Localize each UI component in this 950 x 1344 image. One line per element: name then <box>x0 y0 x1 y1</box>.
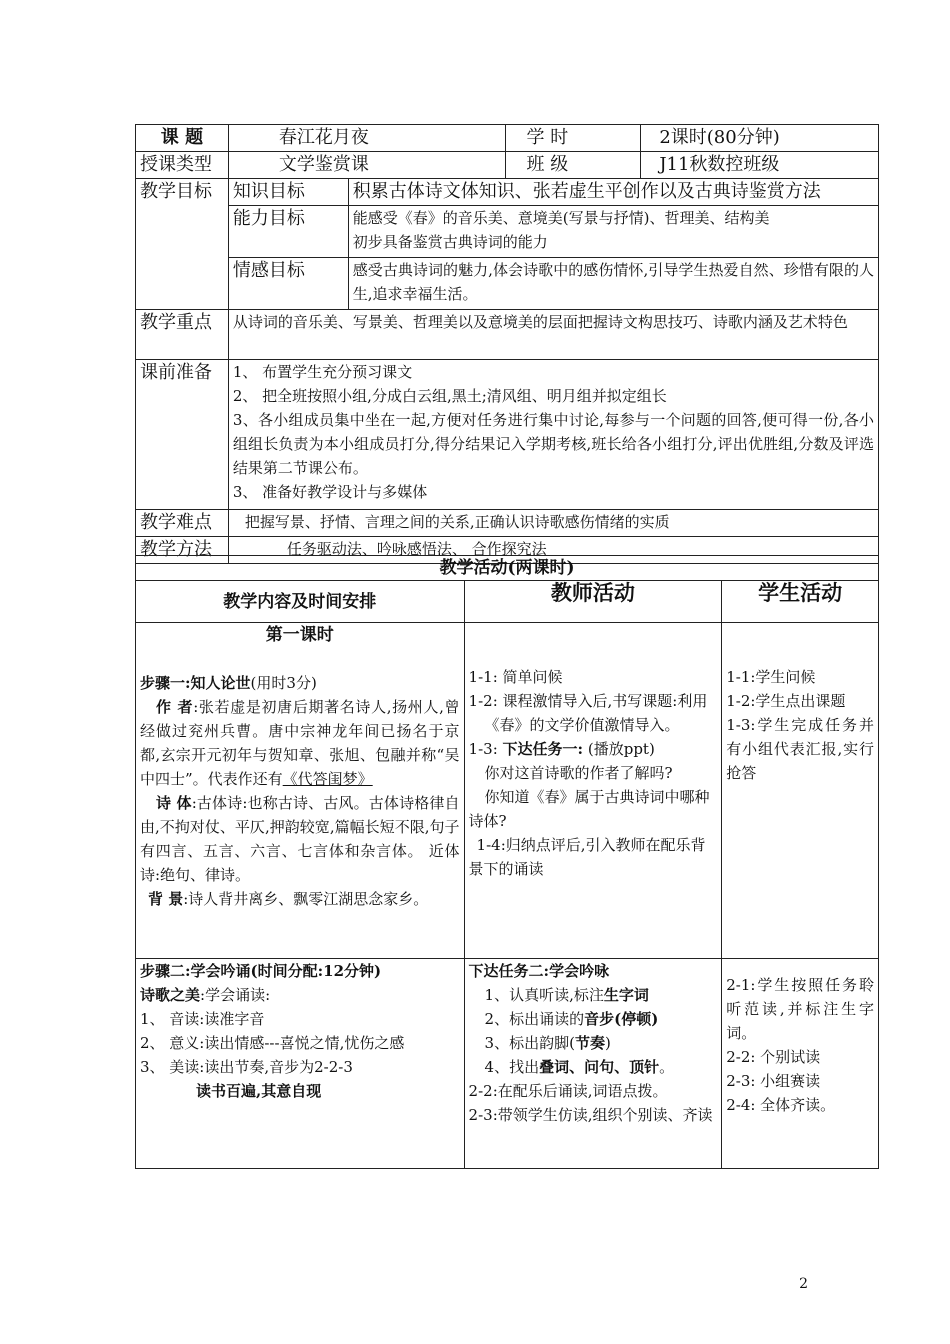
col-student-header: 学生活动 <box>722 581 879 623</box>
row1-student: 1-1:学生问候 1-2:学生点出课题 1-3:学生完成任务并有小组代表汇报,实行抢答 <box>722 623 879 959</box>
col-content-header: 教学内容及时间安排 <box>136 581 465 623</box>
difficulty-value: 把握写景、抒情、言理之间的关系,正确认识诗歌感伤情绪的实质 <box>228 510 878 537</box>
prep-value: 1、 布置学生充分预习课文 2、 把全班按照小组,分成白云组,黑土;清风组、明月组并拟定组长 3、各小组成员集中坐在一起,方便对任务进行集中讨论,每参与一个问题的回答,便可得一份,各小组组长负责为本小组成员打分,得分结果记入学期考核,班长给各小组打分,评出优胜组,分数及评选结果第二节课公布。 3、 准备好教学设计与多媒体 <box>228 360 878 510</box>
activity-title: 教学活动(两课时) <box>136 556 879 581</box>
emotion-goal-label: 情感目标 <box>228 258 348 310</box>
topic-label: 课 题 <box>136 125 229 152</box>
row2-content: 步骤二:学会吟诵(时间分配:12分钟) 诗歌之美:学会诵读: 1、 音读:读准字音 2、 意义:读出情感---喜悦之情,忧伤之感 3、 美读:读出节奏,音步为2-2-3 读书百遍,其意自现 <box>136 959 465 1169</box>
ability-goal-value: 能感受《春》的音乐美、意境美(写景与抒情)、哲理美、结构美 初步具备鉴赏古典诗词的能力 <box>348 206 878 258</box>
class-value: J11秋数控班级 <box>641 152 879 179</box>
row1-content: 第一课时 步骤一:知人论世(用时3分) 作 者:张若虚是初唐后期著名诗人,扬州人,曾经做过兖州兵曹。唐中宗神龙年间已扬名于京都,玄宗开元初年与贺知章、张旭、包融并称“吴中四士”。代表作还有《代答闺梦》 诗 体:古体诗:也称古诗、古风。古体诗格律自由,不拘对仗、平仄,押韵较宽,篇幅长短不限,句子有四言、五言、六言、七言体和杂言体。 近体诗:绝句、律诗。 背 景:诗人背井离乡、飘零江湖思念家乡。 <box>136 623 465 959</box>
ability-goal-label: 能力目标 <box>228 206 348 258</box>
hours-value: 2课时(80分钟) <box>641 125 879 152</box>
method-label: 教学方法 <box>136 537 229 564</box>
topic-value: 春江花月夜 <box>228 125 506 152</box>
method-value: 任务驱动法、吟咏感悟法、 合作探究法 <box>228 537 878 564</box>
lesson-info-table <box>135 124 879 564</box>
focus-label: 教学重点 <box>136 310 229 360</box>
hours-label: 学 时 <box>506 125 641 152</box>
goals-label: 教学目标 <box>136 179 229 310</box>
page-number: 2 <box>799 1276 808 1292</box>
col-teacher-header: 教师活动 <box>464 581 722 623</box>
prep-label: 课前准备 <box>136 360 229 510</box>
difficulty-label: 教学难点 <box>136 510 229 537</box>
session-title: 第一课时 <box>265 625 334 645</box>
row2-teacher: 下达任务二:学会吟咏 1、认真听读,标注生字词 2、标出诵读的音步(停顿) 3、标出韵脚(节奏) 4、找出叠词、问句、顶针。 2-2:在配乐后诵读,词语点拨。 2-3:带领学生仿读,组织个别读、齐读 <box>464 959 722 1169</box>
knowledge-goal-value: 积累古体诗文体知识、张若虚生平创作以及古典诗鉴赏方法 <box>348 179 878 206</box>
row2-student: 2-1:学生按照任务聆听范读,并标注生字词。 2-2: 个别试读 2-3: 小组赛读 2-4: 全体齐读。 <box>722 959 879 1169</box>
type-value: 文学鉴赏课 <box>228 152 506 179</box>
class-label: 班 级 <box>506 152 641 179</box>
activity-table <box>135 555 879 1169</box>
emotion-goal-value: 感受古典诗词的魅力,体会诗歌中的感伤情怀,引导学生热爱自然、珍惜有限的人生,追求幸福生活。 <box>348 258 878 310</box>
row1-teacher: 1-1: 简单问候 1-2: 课程激情导入后,书写课题:利用《春》的文学价值激情导入。 1-3: 下达任务一: (播放ppt) 你对这首诗歌的作者了解吗? 你知道《春》属于古典诗词中哪种诗体? 1-4:归纳点评后,引入教师在配乐背景下的诵读 <box>464 623 722 959</box>
knowledge-goal-label: 知识目标 <box>228 179 348 206</box>
type-label: 授课类型 <box>136 152 229 179</box>
focus-value: 从诗词的音乐美、写景美、哲理美以及意境美的层面把握诗文构思技巧、诗歌内涵及艺术特色 <box>228 310 878 360</box>
